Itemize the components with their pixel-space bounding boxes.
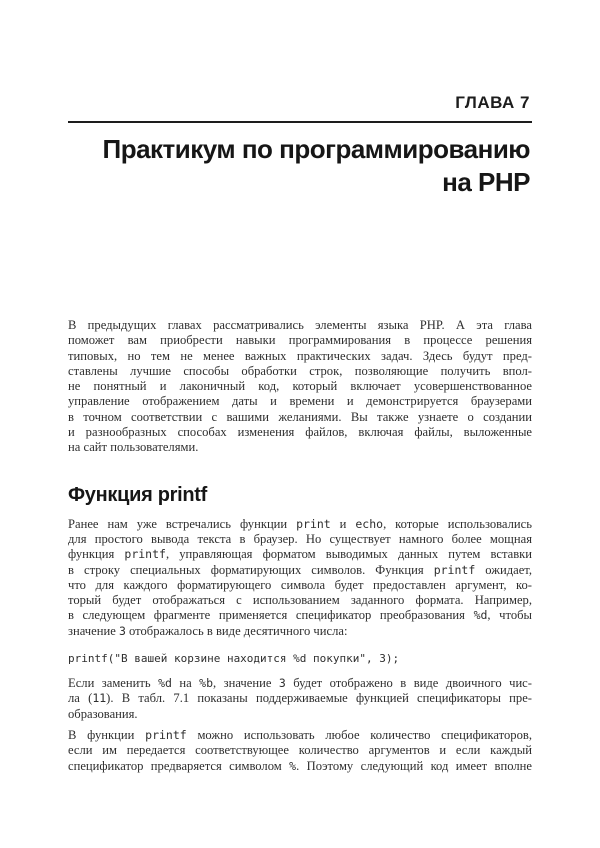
text-segment: , которые использовались [383, 516, 532, 531]
text-segment: на [171, 676, 200, 691]
inline-code: 3 [278, 676, 286, 691]
text-segment: В предыдущих главах рассматривались элементы языка PHP. А эта глава [68, 318, 532, 332]
inline-code: %d [158, 676, 172, 691]
text-line [68, 593, 532, 608]
text-segment: Ранее нам уже встречались функции [68, 516, 297, 531]
text-line [68, 691, 532, 706]
text-segment: можно использовать любое количество спецификаторов, [186, 727, 532, 742]
text-segment: в строку специальных форматирующих символов. Функция [68, 562, 434, 577]
paragraph [68, 676, 532, 722]
inline-code: printf [124, 547, 166, 562]
text-segment: образования. [68, 706, 138, 721]
paragraph [68, 728, 532, 774]
text-line [68, 333, 532, 348]
text-segment: в точном соответствии с вашими желаниями. Вы также узнаете о создании [68, 409, 532, 424]
inline-code: printf [145, 727, 187, 742]
text-segment: и [330, 516, 356, 531]
chapter-title [103, 133, 531, 199]
text-line [68, 547, 532, 562]
text-segment: функция [68, 547, 125, 562]
text-segment: что для каждого форматирующего символа будет предоставлен аргумент, ко- [68, 577, 532, 592]
text-line [68, 318, 532, 333]
inline-code: %b [199, 676, 214, 691]
inline-code: printf [433, 562, 476, 577]
section-heading: Функция printf [68, 483, 207, 506]
text-segment: , значение [213, 676, 279, 691]
text-line [68, 394, 532, 409]
text-segment: . Поэтому следующий код имеет вполне [296, 758, 532, 773]
text-line [68, 676, 532, 691]
inline-code: print [296, 516, 331, 531]
text-segment: Если заменить [68, 676, 159, 691]
text-segment: поможет вам приобрести навыки программирования в процессе решения [68, 333, 532, 348]
text-segment: в следующем фрагменте применяется спецификатор преобразования [68, 608, 474, 623]
text-line [68, 379, 532, 394]
text-segment: спецификатор предваряется символом [68, 758, 290, 773]
text-line [68, 743, 532, 758]
text-segment: типовых, но тем не менее важных практических задач. Здесь будут пред- [68, 348, 532, 363]
text-line [68, 425, 532, 440]
text-line [68, 624, 532, 639]
text-segment: В функции [68, 727, 146, 742]
code-block: printf("В вашей корзине находится %d покупки", 3); [68, 652, 400, 666]
text-segment: будет отображено в виде двоичного чис- [285, 676, 532, 691]
text-line [68, 707, 532, 722]
text-line [68, 410, 532, 425]
text-line [68, 364, 532, 379]
text-segment: для простого вывода текста в браузер. Но существует намного более мощная [68, 531, 532, 546]
text-line [68, 440, 532, 455]
text-segment: ожидает, [475, 562, 532, 577]
text-line [68, 608, 532, 623]
chapter-number: ГЛАВА 7 [455, 93, 530, 112]
paragraph [68, 318, 532, 456]
text-line [68, 563, 532, 578]
inline-code: %d [473, 608, 488, 623]
inline-code: 3 [118, 623, 126, 638]
inline-code: % [289, 758, 297, 773]
chapter-title-line2: на PHP [442, 167, 530, 197]
text-segment: ). В табл. 7.1 показаны поддерживаемые функцией спецификаторы пре- [106, 691, 532, 706]
text-segment: значение [68, 623, 119, 638]
text-segment: на сайт пользователями. [68, 440, 199, 455]
text-line [68, 532, 532, 547]
text-line [68, 759, 532, 774]
text-segment: торый будет отображаться с использованием заданного формата. Например, [68, 593, 532, 608]
text-segment: ставлены лучшие способы обработки строк, позволяющие получить впол- [68, 363, 532, 378]
inline-code: echo [355, 516, 384, 531]
text-segment: управление отображением даты и времени и демонстрируется браузерами [68, 394, 532, 409]
text-segment: не понятный и лаконичный код, который включает усовершенствованное [68, 379, 532, 394]
text-line [68, 517, 532, 532]
paragraph [68, 517, 532, 639]
header-rule [68, 121, 532, 123]
chapter-title-line1: Практикум по программированию [102, 134, 530, 164]
inline-code: 11 [92, 691, 107, 706]
text-segment: ла ( [68, 691, 93, 706]
text-segment: , чтобы [487, 608, 532, 623]
text-line [68, 578, 532, 593]
text-segment: если им передается соответствующее количество аргументов и если каждый [68, 743, 532, 758]
text-line [68, 728, 532, 743]
text-line [68, 349, 532, 364]
text-segment: , управляющая форматом выводимых данных путем вставки [165, 547, 533, 562]
text-segment: и разнообразных способах изменения файлов, включая файлы, выложенные [68, 425, 532, 440]
text-segment: отображалось в виде десятичного числа: [125, 623, 348, 638]
page-content [68, 318, 532, 774]
